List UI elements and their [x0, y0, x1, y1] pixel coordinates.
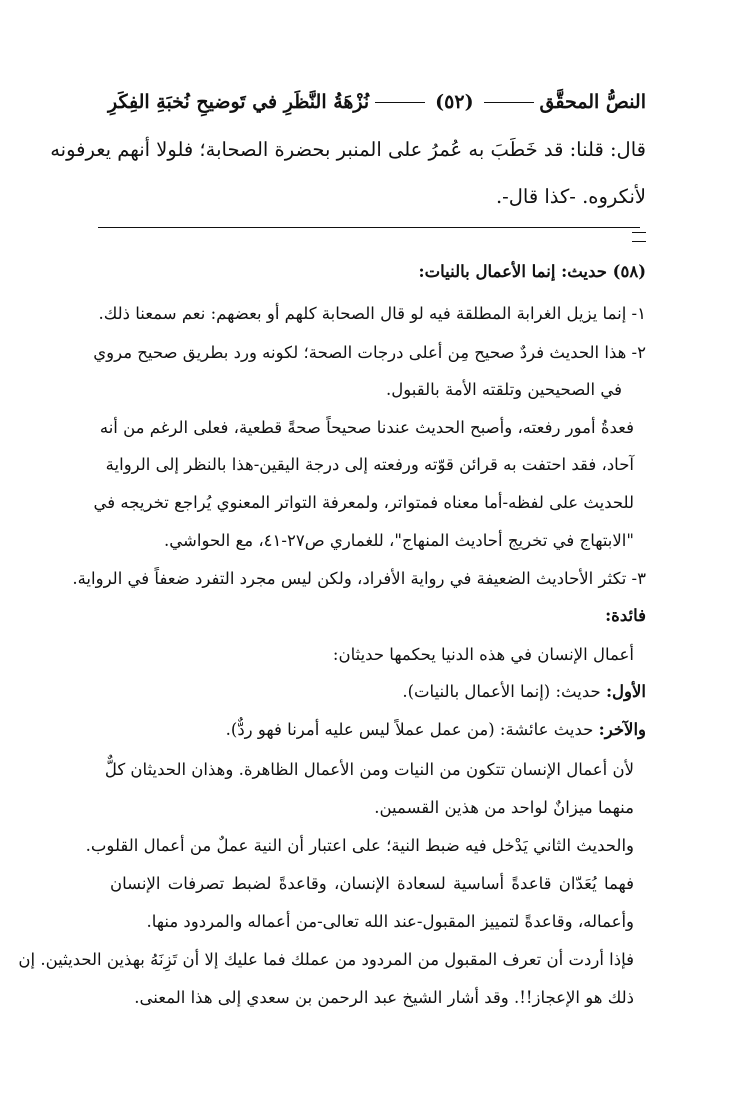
faida-line: وأعماله، وقاعدةً لتمييز المقبول-عند الله تعالى-من أعماله والمردود منها. [146, 912, 634, 931]
faida-first [110, 682, 646, 701]
faida-line: لأن أعمال الإنسان تتكون من النيات ومن الأعمال الظاهرة. وهذان الحديثان كلٌّ [104, 760, 634, 779]
faida-line: فإذا أردت أن تعرف المقبول من المردود من عملك فما عليك إلا أن تَزِنَهُ بهذين الحديثين. إن [18, 950, 634, 969]
note-paragraph: للحديث على لفظه-أما معناه فمتواتر، ولمعرفة التواتر المعنوي يُراجع تخريجه في [93, 493, 634, 512]
faida-line: ذلك هو الإعجاز!!. وقد أشار الشيخ عبد الرحمن بن سعدي إلى هذا المعنى. [134, 988, 634, 1007]
note-item-1: ١- إنما يزيل الغرابة المطلقة فيه لو قال الصحابة كلهم أو بعضهم: نعم سمعنا ذلك. [98, 304, 646, 323]
faida-line: والحديث الثاني يَدْخل فيه ضبط النية؛ على اعتبار أن النية عملٌ من أعمال القلوب. [85, 836, 634, 855]
note-paragraph: "الابتهاج في تخريج أحاديث المنهاج"، للغماري ص٢٧-٤١، مع الحواشي. [164, 531, 634, 550]
running-header [108, 88, 646, 116]
note-paragraph: فعدةُ أمور رفعته، وأصبح الحديث عندنا صحيحاً صحةً قطعية، فعلى الرغم من أنه [99, 418, 634, 437]
footnote-separator [98, 227, 640, 228]
intro-line-1: قال: قلنا: قد خَطَبَ به عُمرُ على المنبر بحضرة الصحابة؛ فلولا أنهم يعرفونه [50, 138, 646, 161]
note-item-2-cont: في الصحيحين وتلقته الأمة بالقبول. [386, 380, 622, 399]
faida-line: منهما ميزانٌ لواحد من هذين القسمين. [374, 798, 634, 817]
header-left-title: النصُّ المحقَّق [539, 91, 646, 113]
header-right-title: نُزْهَةُ النَّظَرِ في تَوضيحِ نُخبَةِ الفِكَرِ [107, 91, 370, 113]
note-item-3: ٣- تكثر الأحاديث الضعيفة في رواية الأفراد، ولكن ليس مجرد التفرد ضعفاً في الرواية. [72, 569, 646, 588]
faida-line: فهما يُعَدّان قاعدةً أساسية لسعادة الإنسان، وقاعدةً لضبط تصرفات الإنسان [110, 874, 634, 893]
faida-line: أعمال الإنسان في هذه الدنيا يحكمها حديثان: [332, 645, 634, 664]
faida-heading: فائدة: [605, 606, 646, 625]
footnote-mark [632, 232, 646, 242]
footnote-heading: (٥٨) حديث: إنما الأعمال بالنيات: [418, 262, 646, 281]
faida-second [110, 720, 646, 739]
note-paragraph: آحاد، فقد احتفت به قرائن قوّته ورفعته إلى درجة اليقين-هذا بالنظر إلى الرواية [105, 455, 634, 474]
intro-line-2: لأنكروه. -كذا قال-. [495, 185, 646, 208]
faida-second-text: حديث عائشة: (من عمل عملاً ليس عليه أمرنا فهو ردٌّ). [225, 720, 599, 739]
faida-second-label: والآخر: [598, 720, 646, 739]
header-rule [375, 102, 425, 103]
page-number: (٥٢) [435, 91, 474, 113]
note-item-2: ٢- هذا الحديث فردٌ صحيح مِن أعلى درجات الصحة؛ لكونه ورد بطريق صحيح مروي [93, 343, 646, 362]
header-rule [484, 102, 534, 103]
faida-first-text: حديث: (إنما الأعمال بالنيات). [402, 682, 606, 701]
faida-first-label: الأول: [605, 682, 646, 701]
